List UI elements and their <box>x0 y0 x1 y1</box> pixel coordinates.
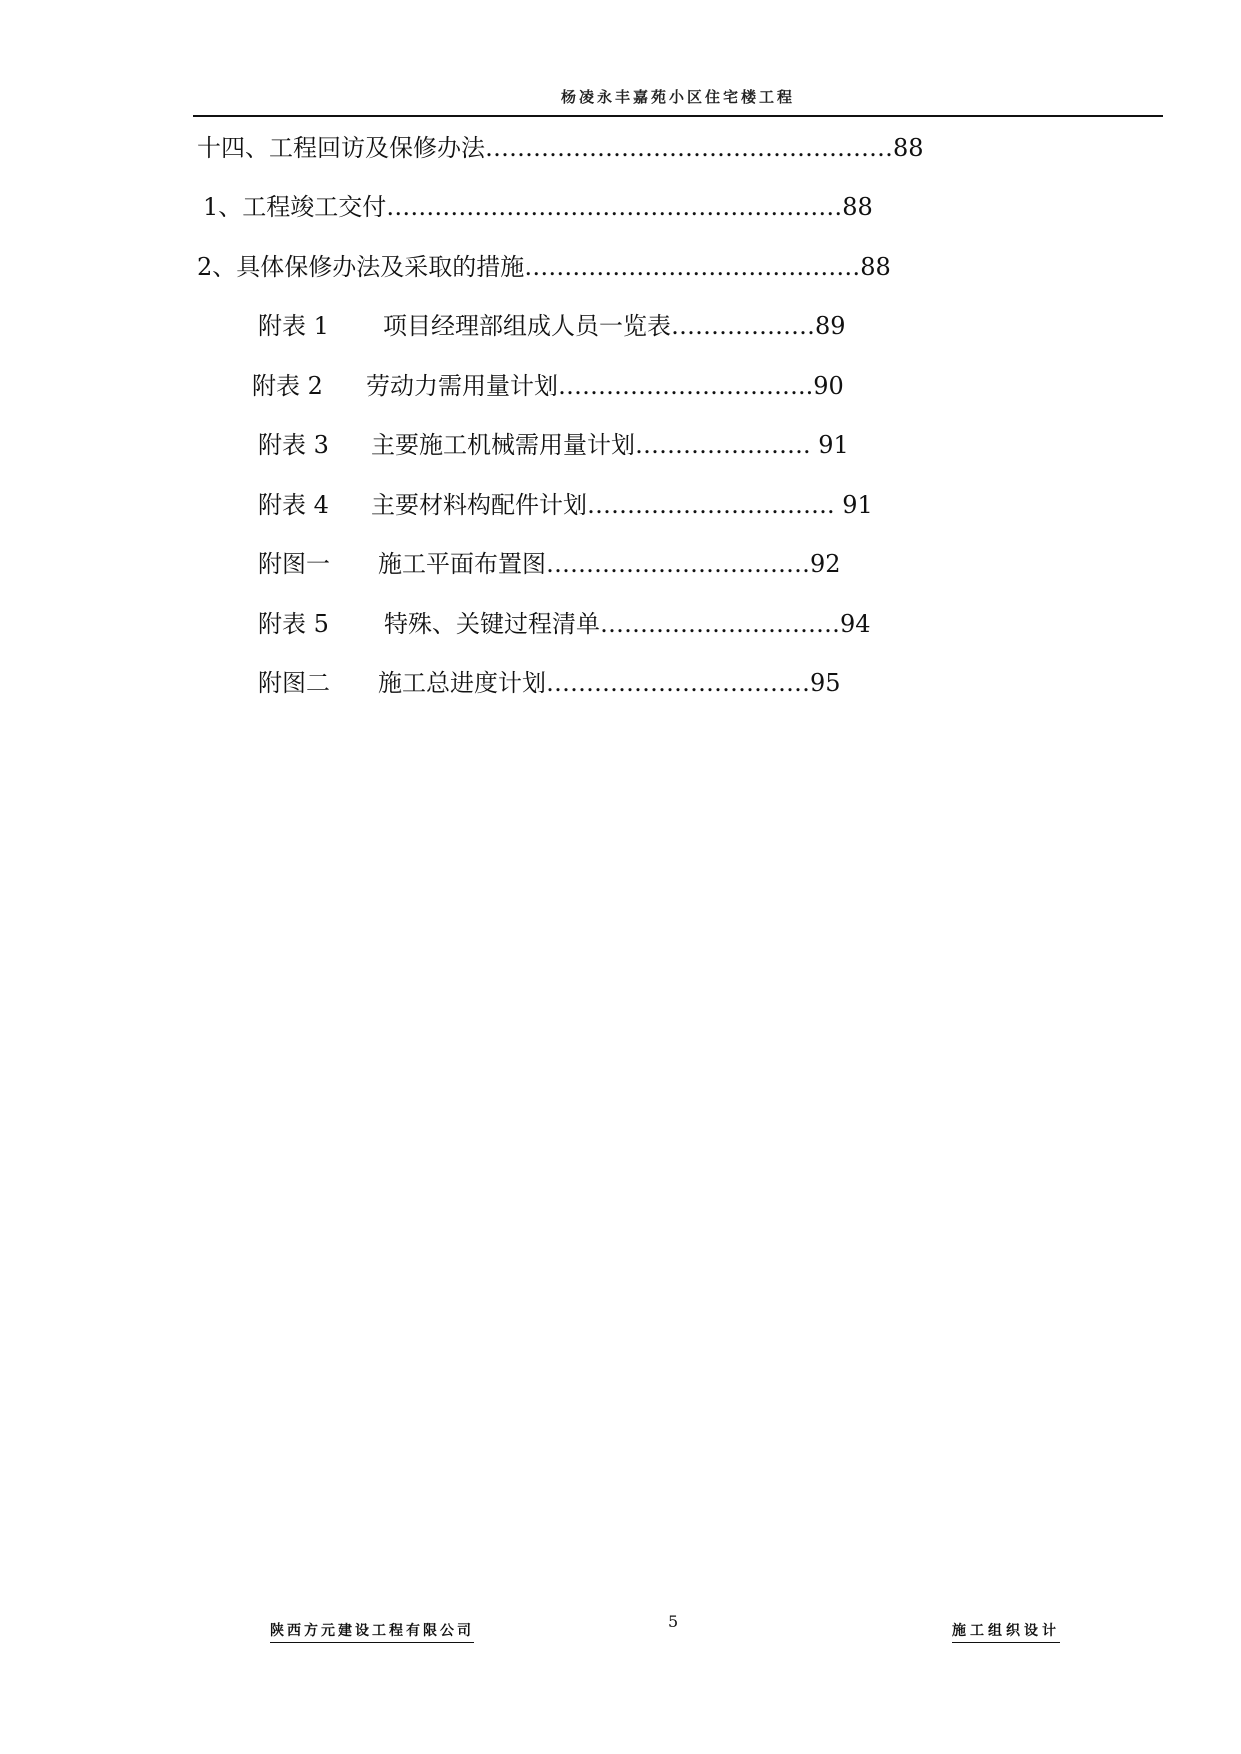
toc-entry-leader: ………………………….. <box>558 372 814 400</box>
toc-entry-page: 88 <box>860 253 891 281</box>
toc-entry[interactable] <box>258 306 846 346</box>
toc-entry-leader: ………………………… <box>600 610 840 638</box>
toc-entry[interactable] <box>252 366 844 406</box>
toc-entry-title: 施工总进度计划 <box>378 669 546 697</box>
toc-entry-prefix: 附图一 <box>258 550 330 578</box>
toc-entry-leader: …………………………………… <box>524 253 861 281</box>
toc-entry-prefix: 附表 3 <box>258 431 329 459</box>
footer-doc-type: 施工组织设计 <box>952 1620 1060 1643</box>
toc-entry-title: 十四、工程回访及保修办法 <box>197 134 485 162</box>
toc-entry-page: . 91 <box>803 431 849 459</box>
toc-entry-page: 89 <box>815 312 846 340</box>
toc-entry-page: . 91 <box>827 491 873 519</box>
toc-entry-page: 90 <box>813 372 844 400</box>
toc-entry[interactable] <box>258 663 841 703</box>
toc-entry-title: 特殊、关键过程清单 <box>384 610 600 638</box>
toc-entry-leader: ………………………… <box>587 491 827 519</box>
toc-entry-title: 主要材料构配件计划 <box>371 491 587 519</box>
toc-entry-title: 1、工程竣工交付 <box>203 193 387 221</box>
toc-entry-leader: ………………… <box>635 431 803 459</box>
toc-entry[interactable] <box>258 485 873 525</box>
toc-entry-page: 92 <box>810 550 841 578</box>
header-title: 杨凌永丰嘉苑小区住宅楼工程 <box>560 88 795 106</box>
toc-entry[interactable] <box>258 544 841 584</box>
toc-entry-title: 主要施工机械需用量计划 <box>371 431 635 459</box>
toc-entry-title: 劳动力需用量计划 <box>366 372 558 400</box>
toc-entry-page: 88 <box>842 193 873 221</box>
toc-entry-page: 95 <box>810 669 841 697</box>
toc-entry-page: 88 <box>893 134 924 162</box>
toc-entry[interactable] <box>203 187 873 227</box>
toc-entry-leader: ………………………………………………… <box>386 193 843 221</box>
header-rule <box>193 115 1163 117</box>
toc-entry[interactable] <box>197 128 924 168</box>
toc-entry-title: 施工平面布置图 <box>378 550 546 578</box>
toc-entry-prefix: 附表 4 <box>258 491 329 519</box>
toc-entry-page: 94 <box>840 610 871 638</box>
toc-entry-prefix: 附表 2 <box>252 372 323 400</box>
toc-entry-leader: …………………………………………… <box>485 134 893 162</box>
toc-entry-leader: ……………… <box>671 312 815 340</box>
toc-entry[interactable] <box>258 604 871 644</box>
toc-entry[interactable] <box>197 247 891 287</box>
toc-entry[interactable] <box>258 425 849 465</box>
toc-entry-prefix: 附图二 <box>258 669 330 697</box>
toc-entry-prefix: 附表 5 <box>258 610 329 638</box>
toc-entry-leader: …………………………… <box>546 669 810 697</box>
toc-entry-prefix: 附表 1 <box>258 312 329 340</box>
toc-entry-title: 2、具体保修办法及采取的措施 <box>197 253 525 281</box>
toc-entry-leader: …………………………… <box>546 550 810 578</box>
footer-company: 陕西方元建设工程有限公司 <box>270 1620 474 1643</box>
footer-page-number: 5 <box>668 1612 679 1631</box>
toc-entry-title: 项目经理部组成人员一览表 <box>383 312 671 340</box>
